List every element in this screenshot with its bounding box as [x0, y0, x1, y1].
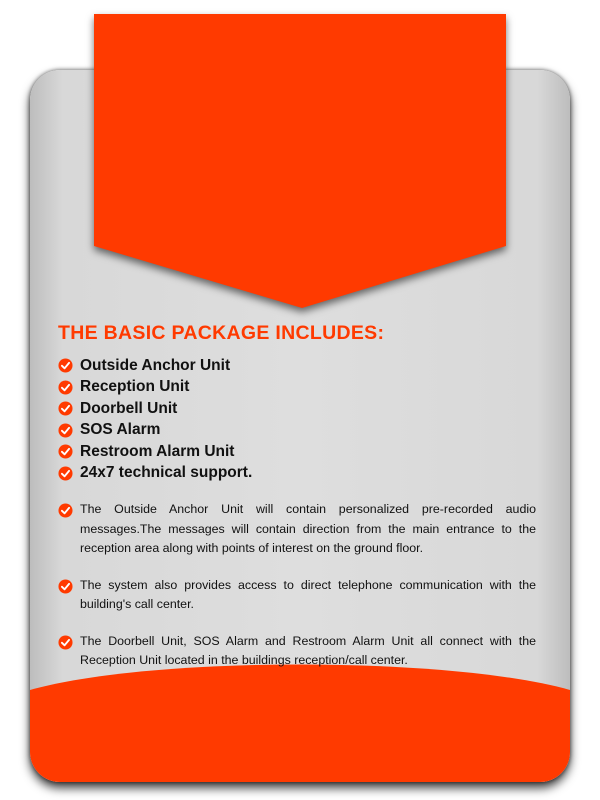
- package-heading: THE BASIC PACKAGE INCLUDES:: [58, 322, 385, 344]
- list-item: [58, 463, 538, 485]
- check-circle-icon: [58, 401, 73, 416]
- description-paragraph: [58, 576, 538, 615]
- list-item: [58, 355, 538, 377]
- check-circle-icon: [58, 444, 73, 459]
- paragraph-text: The Doorbell Unit, SOS Alarm and Restroom Alarm Unit all connect with the Reception Unit located in the buildings reception/call center.: [80, 633, 536, 667]
- paragraph-text: The system also provides access to direct telephone communication with the building's call center.: [80, 577, 536, 611]
- check-circle-icon: [58, 503, 73, 518]
- item-label: 24x7 technical support.: [80, 464, 253, 482]
- check-circle-icon: [58, 579, 73, 594]
- check-circle-icon: [58, 358, 73, 373]
- item-label: Reception Unit: [80, 378, 190, 396]
- item-label: Doorbell Unit: [80, 399, 178, 417]
- header-banner: [94, 14, 506, 308]
- item-label: Restroom Alarm Unit: [80, 442, 235, 460]
- list-item: [58, 398, 538, 420]
- item-label: Outside Anchor Unit: [80, 356, 231, 374]
- paragraph-text: The Outside Anchor Unit will contain personalized pre-recorded audio messages.The messages will contain direction from the main entrance to the reception area along with points of interest on the ground floor.: [80, 502, 536, 555]
- description-paragraph: [58, 500, 538, 559]
- list-item: [58, 377, 538, 399]
- item-label: SOS Alarm: [80, 421, 161, 439]
- description-section: [58, 500, 538, 671]
- list-item: [58, 420, 538, 442]
- check-circle-icon: [58, 380, 73, 395]
- package-content: [58, 322, 538, 688]
- check-circle-icon: [58, 635, 73, 650]
- description-paragraph: [58, 632, 538, 671]
- check-circle-icon: [58, 466, 73, 481]
- check-circle-icon: [58, 423, 73, 438]
- list-item: [58, 441, 538, 463]
- package-items-list: [58, 355, 538, 484]
